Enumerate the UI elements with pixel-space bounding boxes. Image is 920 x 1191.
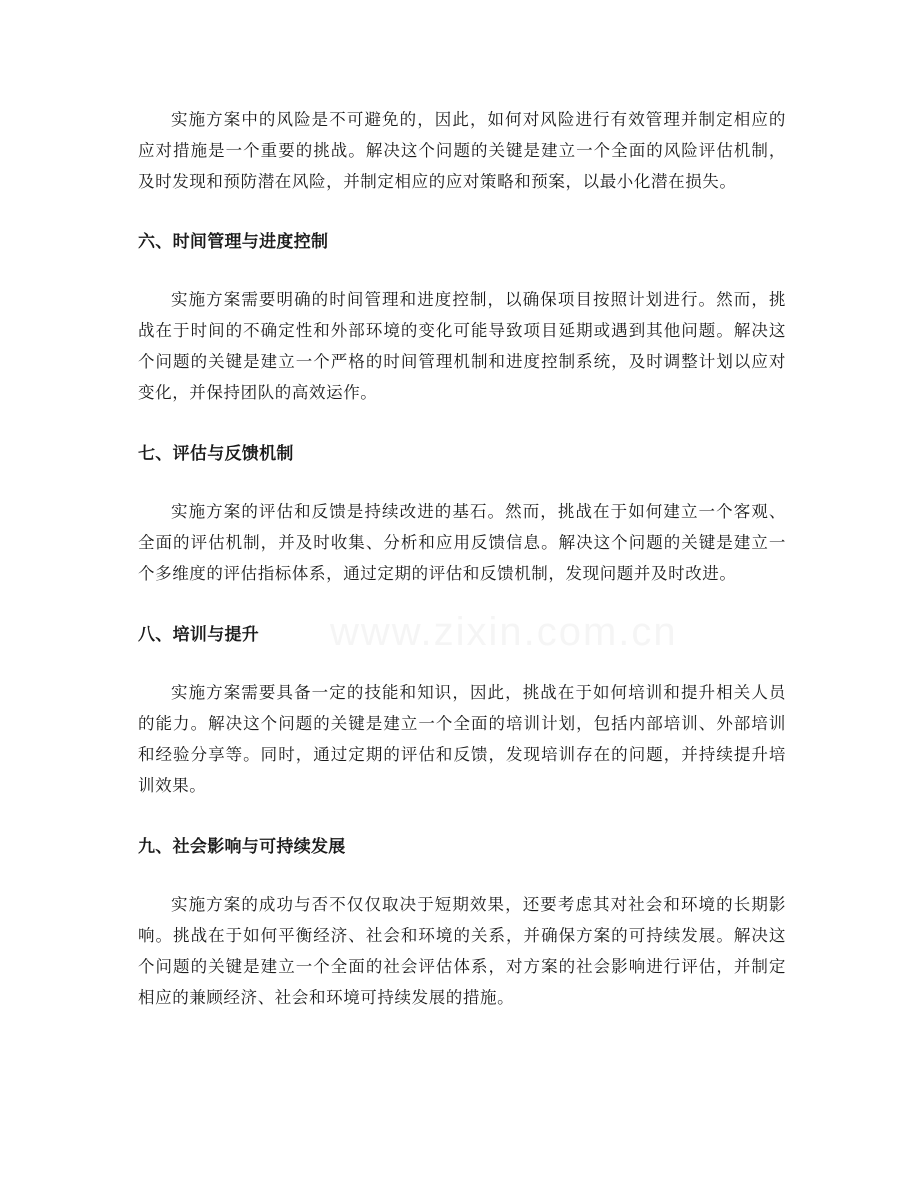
heading-evaluation-feedback: 七、评估与反馈机制: [138, 444, 294, 464]
paragraph-evaluation-feedback: 实施方案的评估和反馈是持续改进的基石。然而，挑战在于如何建立一个客观、全面的评估机制，并及时收集、分析和应用反馈信息。解决这个问题的关键是建立一个多维度的评估指标体系，通过定期的评估和反馈机制，发现问题并及时改进。: [138, 502, 786, 583]
paragraph-risk-management: 实施方案中的风险是不可避免的，因此，如何对风险进行有效管理并制定相应的应对措施是一个重要的挑战。解决这个问题的关键是建立一个全面的风险评估机制，及时发现和预防潜在风险，并制定相应的应对策略和预案，以最小化潜在损失。: [138, 110, 786, 191]
paragraph-social-impact: 实施方案的成功与否不仅仅取决于短期效果，还要考虑其对社会和环境的长期影响。挑战在于如何平衡经济、社会和环境的关系，并确保方案的可持续发展。解决这个问题的关键是建立一个全面的社会评估体系，对方案的社会影响进行评估，并制定相应的兼顾经济、社会和环境可持续发展的措施。: [138, 895, 786, 1007]
paragraph-training: 实施方案需要具备一定的技能和知识，因此，挑战在于如何培训和提升相关人员的能力。解决这个问题的关键是建立一个全面的培训计划，包括内部培训、外部培训和经验分享等。同时，通过定期的评估和反馈，发现培训存在的问题，并持续提升培训效果。: [138, 683, 786, 795]
document-body: [138, 104, 786, 1013]
heading-training: 八、培训与提升: [138, 625, 260, 645]
paragraph-time-management: 实施方案需要明确的时间管理和进度控制，以确保项目按照计划进行。然而，挑战在于时间的不确定性和外部环境的变化可能导致项目延期或遇到其他问题。解决这个问题的关键是建立一个严格的时间管理机制和进度控制系统，及时调整计划以应对变化，并保持团队的高效运作。: [138, 290, 786, 402]
heading-time-management: 六、时间管理与进度控制: [138, 232, 329, 252]
watermark: www.zixin.com.cn: [330, 610, 678, 654]
heading-social-impact: 九、社会影响与可持续发展: [138, 837, 346, 857]
